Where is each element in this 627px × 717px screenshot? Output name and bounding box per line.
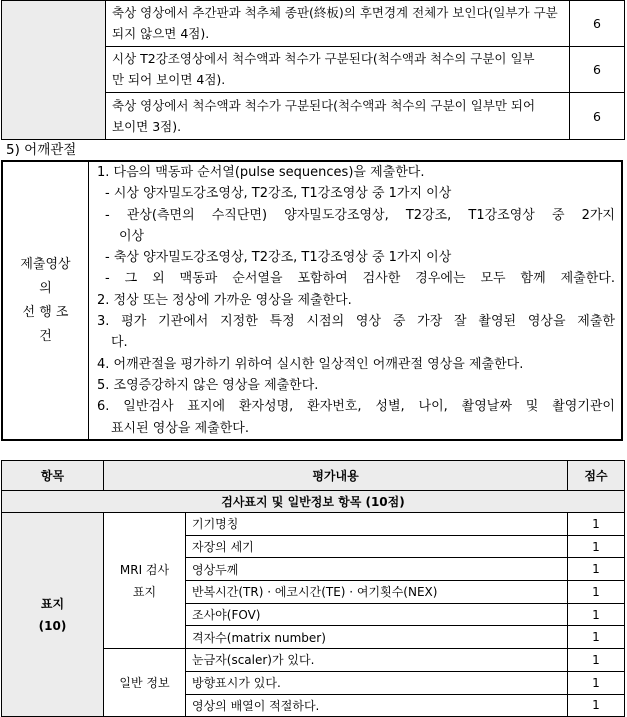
item-text: 자장의 세기: [186, 535, 568, 558]
item-score: 1: [568, 626, 625, 649]
score-cell: 6: [570, 93, 625, 140]
header-item: 항목: [2, 461, 104, 491]
subheader-row: [2, 491, 625, 513]
submission-conditions-list: [89, 162, 621, 439]
condition-line: 2. 정상 또는 정상에 가까운 영상을 제출한다.: [97, 292, 352, 308]
item-text: 기기명칭: [186, 513, 568, 536]
item-score: 1: [568, 581, 625, 604]
header-row: [2, 461, 625, 491]
item-score: 1: [568, 694, 625, 717]
condition-line: - 관상(측면의 수직단면) 양자밀도강조영상, T2강조, T1강조영상 중 2가지: [105, 207, 615, 223]
table-row: [2, 1, 625, 47]
item-text: 영상의 배열이 적절하다.: [186, 694, 568, 717]
criteria-text: 축상 영상에서 추간판과 척추체 종판(終板)의 후면경계 전체가 보인다(일부가 구분 되지 않으면 4점).: [106, 1, 570, 47]
table-row: [2, 513, 625, 536]
group-label: 일반 정보: [104, 649, 186, 717]
condition-line: 3. 평가 기관에서 지정한 특정 시점의 영상 중 가장 잘 촬영된 영상을 제출한: [97, 314, 615, 330]
criteria-text: 축상 영상에서 척수액과 척수가 구분된다(척수액과 척수의 구분이 일부만 되어 보이면 3점).: [106, 93, 570, 140]
item-text: 격자수(matrix number): [186, 626, 568, 649]
item-text: 반복시간(TR) · 에코시간(TE) · 여기횟수(NEX): [186, 581, 568, 604]
submission-conditions-box: [1, 160, 623, 441]
score-cell: 6: [570, 1, 625, 47]
condition-line: - 축상 양자밀도강조영상, T2강조, T1강조영상 중 1가지 이상: [105, 250, 452, 266]
item-score: 1: [568, 603, 625, 626]
item-text: 방향표시가 있다.: [186, 671, 568, 694]
item-score: 1: [568, 535, 625, 558]
section-subheader: 검사표지 및 일반정보 항목 (10점): [2, 491, 625, 513]
condition-line: 1. 다음의 맥동파 순서열(pulse sequences)을 제출한다.: [97, 165, 425, 180]
group-label: MRI 검사 표지: [104, 513, 186, 649]
submission-label: 제출영상 의 선 행 조 건: [3, 162, 89, 439]
header-score: 점수: [568, 461, 625, 491]
item-score: 1: [568, 671, 625, 694]
item-text: 영상두께: [186, 558, 568, 581]
evaluation-table: [1, 460, 625, 717]
item-score: 1: [568, 513, 625, 536]
condition-line: - 그 외 맥동파 순서열을 포함하여 검사한 경우에는 모두 함께 제출한다.: [105, 271, 615, 287]
header-content: 평가내용: [104, 461, 568, 491]
score-cell: 6: [570, 47, 625, 93]
item-score: 1: [568, 649, 625, 672]
condition-line: 이상: [119, 228, 145, 244]
condition-line: 5. 조영증강하지 않은 영상을 제출한다.: [97, 377, 319, 393]
condition-line: 표시된 영상을 제출한다.: [111, 420, 249, 436]
condition-line: 4. 어깨관절을 평가하기 위하여 실시한 일상적인 어깨관절 영상을 제출한다.: [97, 356, 524, 372]
criteria-text: 시상 T2강조영상에서 척수액과 척수가 구분된다(척수액과 척수의 구분이 일부 만 되어 보이면 4점).: [106, 47, 570, 93]
condition-line: - 시상 양자밀도강조영상, T2강조, T1강조영상 중 1가지 이상: [105, 186, 452, 202]
section-heading: 5) 어깨관절: [6, 142, 77, 158]
condition-line: 다.: [111, 335, 128, 351]
item-text: 조사야(FOV): [186, 603, 568, 626]
item-score: 1: [568, 558, 625, 581]
criteria-table-top: [1, 0, 625, 140]
category-label: 표지 (10): [2, 513, 104, 717]
condition-line: 6. 일반검사 표지에 환자성명, 환자번호, 성별, 나이, 촬영날짜 및 촬영기관이: [97, 399, 615, 415]
category-cell: [2, 1, 106, 140]
item-text: 눈금자(scaler)가 있다.: [186, 649, 568, 672]
